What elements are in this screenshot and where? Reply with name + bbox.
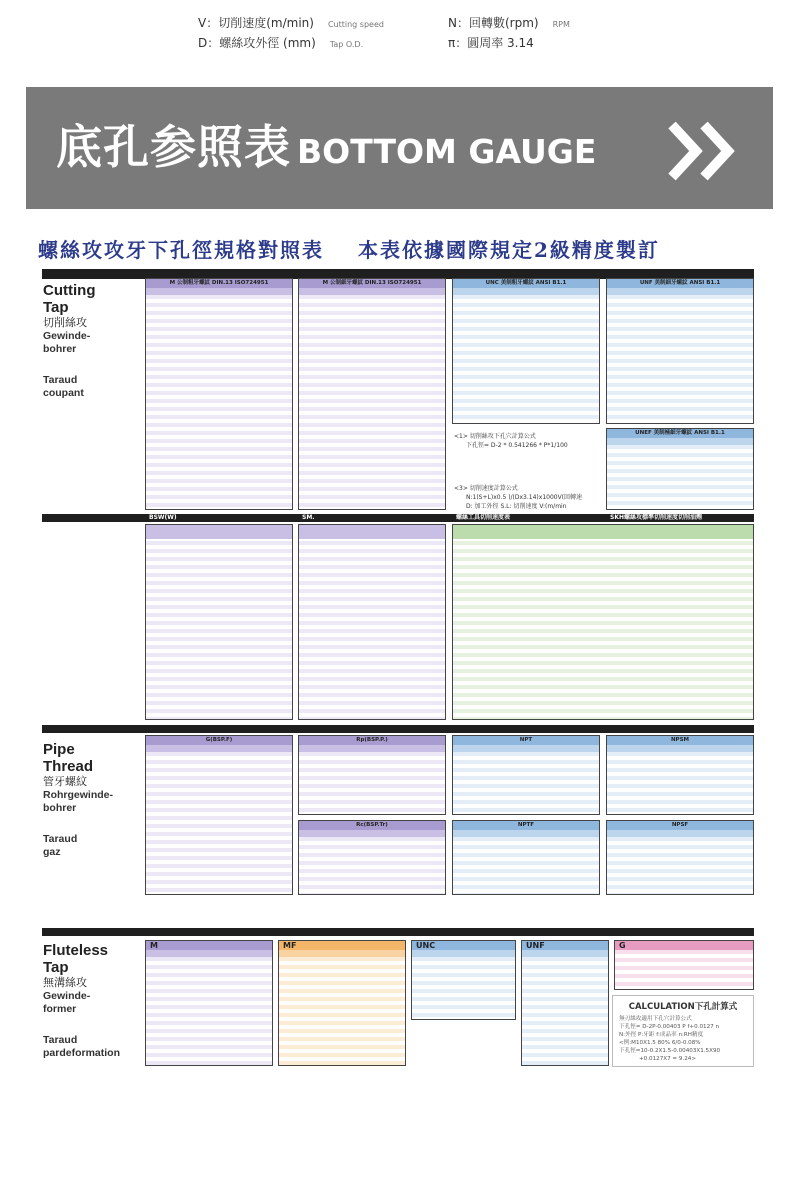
section-title-fr: Taraud xyxy=(43,833,78,845)
section-title-de: bohrer xyxy=(43,343,77,355)
table-subheader xyxy=(146,532,292,539)
table-subheader xyxy=(146,525,292,532)
calculation-box xyxy=(612,995,754,1067)
headline-right: 本表依據國際規定2級精度製訂 xyxy=(358,238,660,262)
table-body xyxy=(453,295,599,423)
table-rp-bspp xyxy=(298,735,446,815)
table-title: UNEF 美制極細牙螺紋 ANSI B1.1 xyxy=(607,429,753,438)
calculation-line: 下孔徑=10-0.2X1.5-0.00403X1.5X90 xyxy=(619,1048,721,1054)
calculation-line: <例:M10X1.5 80% 6/0-0.08% xyxy=(619,1040,701,1046)
divider xyxy=(42,725,754,733)
table-title: M 公制細牙螺紋 DIN.13 ISO724951 xyxy=(299,279,445,288)
table-title: Rp(BSP.P.) xyxy=(299,736,445,745)
calculation-title: CALCULATION下孔計算式 xyxy=(628,1002,738,1012)
table-title: UNC 美制粗牙螺紋 ANSI B1.1 xyxy=(453,279,599,288)
table-fluteless-m xyxy=(145,940,273,1066)
table-body xyxy=(453,752,599,814)
table-title: NPSM xyxy=(607,736,753,745)
calculation-line: +0.0127X7 = 9.24> xyxy=(639,1056,697,1062)
calculation-line: 下孔徑= D-2P-0.00403 P f+0.0127 n xyxy=(619,1024,720,1030)
table-title-skh: SKH螺絲攻標準切削速度切削油劑 xyxy=(606,514,754,522)
table-body xyxy=(279,957,405,1065)
table-subheader xyxy=(299,532,445,539)
table-bsw xyxy=(145,524,293,720)
table-body xyxy=(453,541,753,719)
banner-title-cn: 底孔参照表 xyxy=(56,120,291,174)
table-npsf xyxy=(606,820,754,895)
table-subheader xyxy=(299,745,445,752)
table-subheader xyxy=(299,525,445,532)
table-body xyxy=(299,837,445,894)
section-title-cn: 管牙螺紋 xyxy=(43,776,87,788)
section-title-en: Cutting xyxy=(43,282,96,299)
table-m-fine xyxy=(298,278,446,510)
legend-v-en: Cutting speed xyxy=(327,20,384,29)
table-npsm xyxy=(606,735,754,815)
table-cutting-speed xyxy=(452,524,754,720)
section-title-en: Tap xyxy=(43,959,69,976)
note-line: <1> 切削絲攻下孔穴計算公式 xyxy=(454,433,536,440)
table-body xyxy=(299,752,445,814)
table-body xyxy=(146,752,292,894)
section-title-de: Gewinde- xyxy=(43,330,91,342)
table-body xyxy=(453,837,599,894)
table-unc xyxy=(452,278,600,424)
table-body xyxy=(607,445,753,509)
table-title: NPTF xyxy=(453,821,599,830)
note-speed-formula xyxy=(454,484,582,511)
legend-tap-od xyxy=(198,34,363,51)
note-line: 下孔徑= D-2 * 0.541266 * P*1/100 xyxy=(466,442,568,449)
table-title: NPT xyxy=(453,736,599,745)
legend-n-en: RPM xyxy=(552,20,570,29)
table-npt xyxy=(452,735,600,815)
formula-legend xyxy=(0,10,800,50)
table-body xyxy=(607,837,753,894)
table-title: UNF xyxy=(522,941,608,950)
calculation-text xyxy=(613,1012,753,1063)
table-fluteless-mf xyxy=(278,940,406,1066)
table-title-speed: 螺絲工具切削速度表 xyxy=(452,514,600,522)
legend-rpm xyxy=(448,14,570,31)
section-title-fr: Taraud xyxy=(43,374,78,386)
table-title-sm: SM. xyxy=(298,514,446,522)
section-title-cn: 切削絲攻 xyxy=(43,317,87,329)
section-title-de: Gewinde- xyxy=(43,990,91,1002)
table-title: M xyxy=(146,941,272,950)
table-subheader xyxy=(453,532,753,539)
table-title: G xyxy=(615,941,753,950)
table-subheader xyxy=(607,745,753,752)
title-banner xyxy=(26,87,773,209)
section-title-en: Tap xyxy=(43,299,69,316)
banner-title-en: BOTTOM GAUGE xyxy=(297,132,597,171)
table-title-bsw: BSW(W) xyxy=(145,514,293,522)
section-title-fr: Taraud xyxy=(43,1034,78,1046)
table-body xyxy=(615,950,753,989)
section-title-de: former xyxy=(43,1003,77,1015)
table-body xyxy=(412,957,515,1019)
table-subheader xyxy=(299,830,445,837)
section-title-fr: coupant xyxy=(43,387,84,399)
table-subheader xyxy=(146,950,272,957)
calculation-line: N:外徑 P:牙距 f:成品率 n:RH精度 xyxy=(619,1032,704,1038)
table-subheader xyxy=(453,830,599,837)
table-body xyxy=(299,541,445,719)
section-title-fr: gaz xyxy=(43,846,61,858)
section-fluteless-tap xyxy=(43,942,120,1060)
table-subheader xyxy=(146,288,292,295)
table-title: UNF 美制細牙螺紋 ANSI B1.1 xyxy=(607,279,753,288)
table-subheader xyxy=(522,950,608,957)
table-subheader xyxy=(607,288,753,295)
legend-d-text: D：螺絲攻外徑 (mm) xyxy=(198,36,316,50)
section-title-en: Pipe xyxy=(43,741,75,758)
table-body xyxy=(146,541,292,719)
section-title-de: Rohrgewinde- xyxy=(43,789,113,801)
legend-pi: π：圓周率 3.14 xyxy=(448,36,534,50)
table-sm xyxy=(298,524,446,720)
table-nptf xyxy=(452,820,600,895)
table-rc-bsptr xyxy=(298,820,446,895)
section-title-en: Thread xyxy=(43,758,94,775)
note-line: D: 加工外徑 S.L: 切削速度 V:(m/min xyxy=(466,503,567,510)
note-hole-formula xyxy=(454,432,568,450)
table-unef xyxy=(606,428,754,510)
table-subheader xyxy=(412,950,515,957)
table-unf xyxy=(606,278,754,424)
headline xyxy=(38,234,758,263)
table-title: NPSF xyxy=(607,821,753,830)
legend-n-text: N：回轉數(rpm) xyxy=(448,16,539,30)
table-title: MF xyxy=(279,941,405,950)
section-cutting-tap xyxy=(43,282,95,400)
section-title-en: Fluteless xyxy=(43,942,109,959)
table-title: Rc(BSP.Tr) xyxy=(299,821,445,830)
table-fluteless-unc xyxy=(411,940,516,1020)
table-subheader xyxy=(453,745,599,752)
table-subheader xyxy=(607,438,753,445)
table-body xyxy=(607,752,753,814)
legend-v-text: V：切削速度(m/min) xyxy=(198,16,314,30)
note-line: N:1(S+L)x0.5 )/(Dx3.14)x1000V(回轉速 xyxy=(466,494,583,501)
table-title: G(BSP.F) xyxy=(146,736,292,745)
section-title-de: bohrer xyxy=(43,802,77,814)
table-m-coarse xyxy=(145,278,293,510)
table-fluteless-g xyxy=(614,940,754,990)
table-title: M 公制粗牙螺紋 DIN.13 ISO724951 xyxy=(146,279,292,288)
legend-d-en: Tap O.D. xyxy=(329,40,364,49)
table-body xyxy=(522,957,608,1065)
table-subheader xyxy=(607,830,753,837)
headline-left: 螺絲攻攻牙下孔徑規格對照表 xyxy=(38,238,324,262)
table-subheader xyxy=(453,288,599,295)
legend-cutting-speed xyxy=(198,14,384,31)
table-body xyxy=(299,295,445,509)
table-subheader xyxy=(279,950,405,957)
divider xyxy=(42,928,754,936)
table-fluteless-unf xyxy=(521,940,609,1066)
note-line: <3> 切削速度計算公式 xyxy=(454,485,518,492)
table-body xyxy=(146,957,272,1065)
table-subheader xyxy=(146,745,292,752)
table-subheader xyxy=(299,288,445,295)
table-g-bspf xyxy=(145,735,293,895)
table-subheader xyxy=(453,525,753,532)
section-title-cn: 無溝絲攻 xyxy=(43,977,87,989)
table-title: UNC xyxy=(412,941,515,950)
calculation-line: 無刃絲攻適用下孔穴計算公式 xyxy=(619,1016,692,1022)
table-body xyxy=(607,295,753,423)
section-title-fr: pardeformation xyxy=(43,1047,121,1059)
section-pipe-thread xyxy=(43,741,113,859)
banner-title xyxy=(56,111,596,177)
table-body xyxy=(146,295,292,509)
